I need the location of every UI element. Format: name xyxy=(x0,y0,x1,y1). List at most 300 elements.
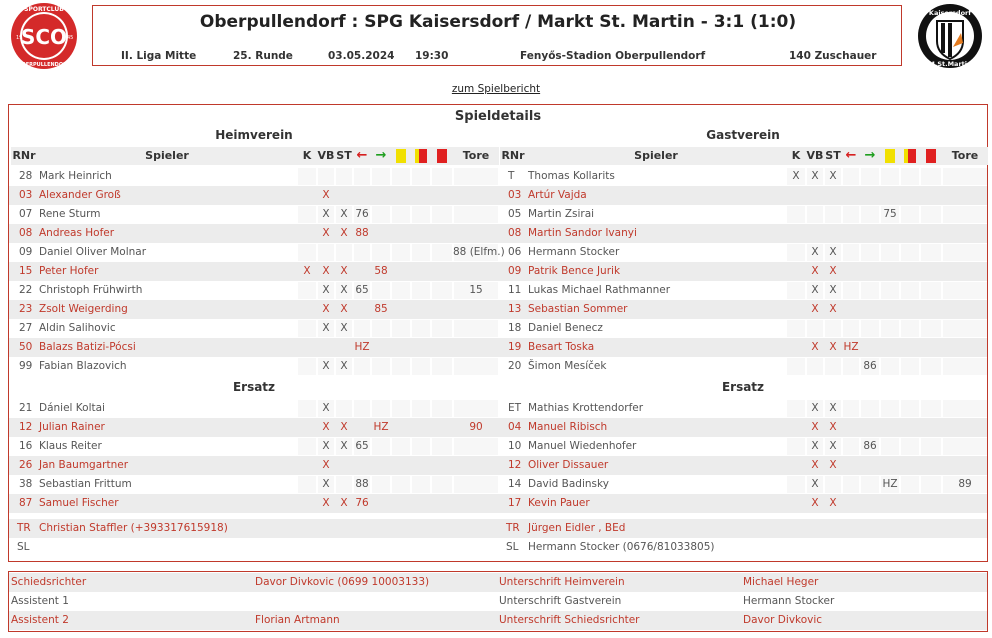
home-player-name: Peter Hofer xyxy=(39,265,99,277)
home-sub-name: Samuel Fischer xyxy=(39,497,119,509)
home-player-st: X xyxy=(340,208,348,220)
svg-text:OBERPULLENDORF: OBERPULLENDORF xyxy=(17,62,71,68)
away-player-row xyxy=(498,300,987,319)
away-player-in xyxy=(860,281,880,300)
away-player-goals xyxy=(942,205,988,224)
home-player-goals xyxy=(453,262,499,281)
away-player-k xyxy=(786,281,806,300)
home-player-out xyxy=(353,167,371,186)
home-staff-name: Christian Staffler (+393317615918) xyxy=(39,522,228,534)
home-player-in xyxy=(371,281,391,300)
away-sub-r xyxy=(920,418,942,437)
away-player-vb xyxy=(806,186,824,205)
away-arrow-right-icon: → xyxy=(860,147,880,165)
home-player-r xyxy=(431,262,453,281)
home-player-vb: X xyxy=(322,227,330,239)
away-sub-in xyxy=(860,418,880,437)
svg-text:Kaisersdorf: Kaisersdorf xyxy=(928,9,972,17)
away-sub-vb: X xyxy=(811,497,819,509)
away-player-vb: X xyxy=(811,341,819,353)
home-sub-row xyxy=(9,399,498,418)
away-sub-name: Manuel Wiedenhofer xyxy=(528,440,637,452)
away-player-out xyxy=(842,300,860,319)
home-player-row xyxy=(9,186,498,205)
home-staff-role: SL xyxy=(17,541,30,553)
away-sub-goals xyxy=(942,418,988,437)
home-player-r xyxy=(431,338,453,357)
home-sub-r xyxy=(431,399,453,418)
home-player-goals xyxy=(453,319,499,338)
away-sub-row xyxy=(498,418,987,437)
home-sub-y xyxy=(391,494,411,513)
away-player-k xyxy=(786,224,806,243)
away-sub-vb: X xyxy=(811,440,819,452)
away-player-yr xyxy=(900,224,920,243)
home-player-st: X xyxy=(340,227,348,239)
home-player-k xyxy=(297,186,317,205)
home-player-r xyxy=(431,243,453,262)
home-player-vb: X xyxy=(322,322,330,334)
away-sub-st: X xyxy=(829,440,837,452)
away-player-y xyxy=(880,224,900,243)
home-player-row xyxy=(9,167,498,186)
away-sub-k xyxy=(786,437,806,456)
home-arrow-left-icon: ← xyxy=(353,147,371,165)
home-player-name: Zsolt Weigerding xyxy=(39,303,128,315)
home-staff-name xyxy=(39,538,439,557)
official-value2: Michael Heger xyxy=(743,576,819,588)
away-player-yr xyxy=(900,319,920,338)
away-arrow-left-icon: ← xyxy=(842,147,860,165)
away-player-in xyxy=(860,186,880,205)
away-player-y xyxy=(880,338,900,357)
away-player-row xyxy=(498,262,987,281)
home-player-st xyxy=(335,167,353,186)
away-staff-role: SL xyxy=(506,541,519,553)
home-player-in: 85 xyxy=(374,303,388,315)
home-player-r xyxy=(431,357,453,376)
away-player-out xyxy=(842,224,860,243)
away-player-r xyxy=(920,357,942,376)
league: II. Liga Mitte xyxy=(121,50,197,62)
away-col-st: ST xyxy=(824,147,842,165)
home-player-yr xyxy=(411,186,431,205)
away-player-row xyxy=(498,224,987,243)
away-staff-row xyxy=(498,538,987,557)
svg-text:M.St.Martin: M.St.Martin xyxy=(928,60,972,68)
away-col-vb: VB xyxy=(806,147,824,165)
away-sub-in xyxy=(860,399,880,418)
home-player-out: 88 xyxy=(355,227,369,239)
home-sub-y xyxy=(391,418,411,437)
away-col-k: K xyxy=(786,147,806,165)
official-value: Davor Divkovic (0699 10003133) xyxy=(255,576,430,588)
home-player-name: Mark Heinrich xyxy=(39,170,112,182)
home-player-k: X xyxy=(303,265,311,277)
home-player-vb xyxy=(317,243,335,262)
home-player-y xyxy=(391,281,411,300)
away-sub-y xyxy=(880,399,900,418)
official-value2: Davor Divkovic xyxy=(743,614,823,626)
home-player-k xyxy=(297,224,317,243)
away-sub-yr xyxy=(900,418,920,437)
home-staff-row xyxy=(9,519,498,538)
home-sub-out: 76 xyxy=(355,497,369,509)
away-sub-goals xyxy=(942,494,988,513)
away-staff-name: Hermann Stocker (0676/81033805) xyxy=(528,541,715,553)
away-sub-goals xyxy=(942,437,988,456)
home-player-r xyxy=(431,224,453,243)
home-player-k xyxy=(297,205,317,224)
away-sub-out xyxy=(842,418,860,437)
home-sub-st xyxy=(335,399,353,418)
away-sub-nr: 12 xyxy=(508,459,522,471)
away-player-r xyxy=(920,338,942,357)
away-col-rnr: RNr xyxy=(500,147,526,165)
official-label: Assistent 1 xyxy=(11,595,69,607)
match-date: 03.05.2024 xyxy=(328,50,395,62)
away-player-r xyxy=(920,167,942,186)
home-player-name: Rene Sturm xyxy=(39,208,101,220)
away-player-nr: 05 xyxy=(508,208,522,220)
match-report-link[interactable]: zum Spielbericht xyxy=(451,83,541,95)
away-staff-role: TR xyxy=(506,522,520,534)
home-player-goals xyxy=(453,205,499,224)
match-time: 19:30 xyxy=(415,50,449,62)
home-sub-in: HZ xyxy=(373,421,389,433)
home-player-nr: 99 xyxy=(19,360,33,372)
home-player-r xyxy=(431,186,453,205)
away-player-r xyxy=(920,262,942,281)
away-club-logo xyxy=(917,3,983,69)
away-player-in xyxy=(860,224,880,243)
home-player-out xyxy=(353,262,371,281)
home-col-k: K xyxy=(297,147,317,165)
away-player-st xyxy=(824,186,842,205)
away-player-in xyxy=(860,262,880,281)
away-player-goals xyxy=(942,243,988,262)
away-sub-row xyxy=(498,399,987,418)
away-player-out xyxy=(842,357,860,376)
home-sub-vb: X xyxy=(322,478,330,490)
home-col-goals: Tore xyxy=(453,147,499,165)
away-player-out xyxy=(842,262,860,281)
away-player-name: Besart Toska xyxy=(528,341,595,353)
home-sub-vb: X xyxy=(322,421,330,433)
away-player-st: X xyxy=(829,246,837,258)
home-sub-r xyxy=(431,456,453,475)
home-player-r xyxy=(431,319,453,338)
home-player-yr xyxy=(411,205,431,224)
away-player-y xyxy=(880,186,900,205)
home-player-out xyxy=(353,243,371,262)
home-player-nr: 22 xyxy=(19,284,33,296)
away-player-st: X xyxy=(829,265,837,277)
away-sub-row xyxy=(498,456,987,475)
away-player-out xyxy=(842,243,860,262)
away-player-st xyxy=(824,224,842,243)
home-player-y xyxy=(391,167,411,186)
home-sub-out: 88 xyxy=(355,478,369,490)
home-sub-out: 65 xyxy=(355,440,369,452)
home-sub-row xyxy=(9,475,498,494)
home-player-nr: 03 xyxy=(19,189,33,201)
away-sub-y xyxy=(880,494,900,513)
home-club-logo xyxy=(10,2,78,70)
away-player-row xyxy=(498,243,987,262)
home-player-out xyxy=(353,319,371,338)
home-player-k xyxy=(297,338,317,357)
home-sub-goals xyxy=(453,494,499,513)
away-player-row xyxy=(498,338,987,357)
home-player-r xyxy=(431,300,453,319)
home-player-in xyxy=(371,243,391,262)
away-player-st xyxy=(824,205,842,224)
home-player-goals xyxy=(453,224,499,243)
home-col-st: ST xyxy=(335,147,353,165)
away-player-y xyxy=(880,300,900,319)
home-sub-st xyxy=(335,456,353,475)
away-sub-st: X xyxy=(829,459,837,471)
home-player-vb: X xyxy=(322,189,330,201)
away-player-in xyxy=(860,319,880,338)
away-sub-vb: X xyxy=(811,421,819,433)
home-player-out xyxy=(353,357,371,376)
home-staff-role: TR xyxy=(17,522,31,534)
home-player-nr: 27 xyxy=(19,322,33,334)
match-details-panel xyxy=(8,104,988,562)
away-player-goals xyxy=(942,319,988,338)
home-sub-in xyxy=(371,437,391,456)
away-player-yr xyxy=(900,167,920,186)
home-player-name: Alexander Groß xyxy=(39,189,121,201)
away-player-nr: 18 xyxy=(508,322,522,334)
away-player-name: Martin Zsirai xyxy=(528,208,595,220)
home-red-card-icon xyxy=(431,147,453,165)
away-sub-in: 86 xyxy=(863,440,877,452)
home-sub-r xyxy=(431,418,453,437)
home-player-k xyxy=(297,357,317,376)
away-player-name: Patrik Bence Jurik xyxy=(528,265,621,277)
home-player-nr: 07 xyxy=(19,208,33,220)
away-player-st xyxy=(824,357,842,376)
away-staff-name: Jürgen Eidler , BEd xyxy=(528,522,626,534)
home-sub-row xyxy=(9,494,498,513)
away-player-nr: 08 xyxy=(508,227,522,239)
home-sub-in xyxy=(371,494,391,513)
home-sub-k xyxy=(297,494,317,513)
home-sub-vb: X xyxy=(322,440,330,452)
away-player-out: HZ xyxy=(843,341,859,353)
away-player-goals xyxy=(942,262,988,281)
away-yellow-red-card-icon xyxy=(900,147,920,165)
home-sub-y xyxy=(391,475,411,494)
home-sub-r xyxy=(431,494,453,513)
away-player-vb xyxy=(806,357,824,376)
home-player-yr xyxy=(411,357,431,376)
away-player-in xyxy=(860,243,880,262)
away-player-k xyxy=(786,205,806,224)
home-sub-goals xyxy=(453,437,499,456)
match-header xyxy=(92,5,902,66)
away-player-st xyxy=(824,319,842,338)
home-player-y xyxy=(391,205,411,224)
home-sub-st: X xyxy=(340,497,348,509)
home-player-nr: 15 xyxy=(19,265,33,277)
away-player-y xyxy=(880,357,900,376)
home-player-yr xyxy=(411,167,431,186)
away-col-player: Spieler xyxy=(526,147,786,165)
away-player-k xyxy=(786,186,806,205)
away-player-in xyxy=(860,167,880,186)
round: 25. Runde xyxy=(233,50,293,62)
svg-text:45: 45 xyxy=(67,35,74,41)
officials-panel xyxy=(8,571,988,632)
home-sub-name: Sebastian Frittum xyxy=(39,478,132,490)
away-player-row xyxy=(498,205,987,224)
home-player-in: 58 xyxy=(374,265,388,277)
home-sub-yr xyxy=(411,399,431,418)
home-sub-out xyxy=(353,399,371,418)
home-sub-vb: X xyxy=(322,497,330,509)
away-player-out xyxy=(842,281,860,300)
home-player-nr: 50 xyxy=(19,341,33,353)
away-sub-r xyxy=(920,456,942,475)
home-sub-yr xyxy=(411,456,431,475)
away-player-nr: 06 xyxy=(508,246,522,258)
home-player-goals xyxy=(453,186,499,205)
away-sub-st: X xyxy=(829,497,837,509)
away-player-in xyxy=(860,205,880,224)
home-sub-st: X xyxy=(340,440,348,452)
official-label: Assistent 2 xyxy=(11,614,69,626)
away-player-y xyxy=(880,167,900,186)
away-sub-y xyxy=(880,456,900,475)
home-sub-nr: 87 xyxy=(19,497,33,509)
svg-text:19: 19 xyxy=(16,35,23,41)
home-arrow-right-icon: → xyxy=(371,147,391,165)
svg-text:SPORTCLUB: SPORTCLUB xyxy=(24,6,64,13)
home-sub-row xyxy=(9,418,498,437)
away-sub-in xyxy=(860,456,880,475)
home-sub-nr: 26 xyxy=(19,459,33,471)
away-sub-vb: X xyxy=(811,478,819,490)
home-player-goals xyxy=(453,357,499,376)
away-sub-yr xyxy=(900,399,920,418)
away-player-name: Šimon Mesíček xyxy=(528,360,607,372)
home-sub-y xyxy=(391,399,411,418)
home-player-st: X xyxy=(340,265,348,277)
away-player-name: Martin Sandor Ivanyi xyxy=(528,227,637,239)
home-player-yr xyxy=(411,338,431,357)
home-player-k xyxy=(297,243,317,262)
home-player-k xyxy=(297,319,317,338)
home-player-vb: X xyxy=(322,208,330,220)
away-player-goals xyxy=(942,167,988,186)
away-player-out xyxy=(842,205,860,224)
away-player-vb: X xyxy=(811,170,819,182)
away-player-row xyxy=(498,186,987,205)
away-player-k xyxy=(786,262,806,281)
home-player-goals: 88 (Elfm.) xyxy=(453,246,505,258)
away-sub-nr: 14 xyxy=(508,478,522,490)
home-player-st xyxy=(335,243,353,262)
home-logo-text: SCO xyxy=(20,25,68,49)
away-player-row xyxy=(498,167,987,186)
home-player-row xyxy=(9,300,498,319)
away-staff-row xyxy=(498,519,987,538)
home-sub-vb: X xyxy=(322,402,330,414)
home-player-in xyxy=(371,357,391,376)
home-player-vb: X xyxy=(322,303,330,315)
home-player-y xyxy=(391,243,411,262)
home-player-y xyxy=(391,262,411,281)
away-subs-label: Ersatz xyxy=(721,380,765,394)
home-player-yr xyxy=(411,262,431,281)
away-sub-st: X xyxy=(829,402,837,414)
away-team-label: Gastverein xyxy=(706,128,780,142)
away-player-in xyxy=(860,300,880,319)
away-col-goals: Tore xyxy=(942,147,988,165)
away-sub-row xyxy=(498,437,987,456)
home-player-row xyxy=(9,205,498,224)
home-col-vb: VB xyxy=(317,147,335,165)
away-player-r xyxy=(920,205,942,224)
home-player-nr: 09 xyxy=(19,246,33,258)
home-player-y xyxy=(391,319,411,338)
home-player-name: Aldin Salihovic xyxy=(39,322,116,334)
home-player-nr: 08 xyxy=(19,227,33,239)
official-value: Florian Artmann xyxy=(255,614,340,626)
home-player-yr xyxy=(411,300,431,319)
away-player-out xyxy=(842,186,860,205)
away-player-y: 75 xyxy=(883,208,897,220)
home-player-k xyxy=(297,281,317,300)
home-sub-goals xyxy=(453,456,499,475)
home-player-r xyxy=(431,281,453,300)
away-player-nr: 19 xyxy=(508,341,522,353)
away-player-y xyxy=(880,262,900,281)
home-yellow-card-icon xyxy=(391,147,411,165)
away-red-card-icon xyxy=(920,147,942,165)
away-sub-goals: 89 xyxy=(958,478,972,490)
home-sub-goals xyxy=(453,399,499,418)
away-player-name: Lukas Michael Rathmanner xyxy=(528,284,671,296)
away-player-in xyxy=(860,338,880,357)
away-player-nr: 13 xyxy=(508,303,522,315)
home-sub-in xyxy=(371,456,391,475)
away-player-in: 86 xyxy=(863,360,877,372)
away-player-vb: X xyxy=(811,303,819,315)
away-sub-name: Kevin Pauer xyxy=(528,497,590,509)
home-player-row xyxy=(9,319,498,338)
home-sub-r xyxy=(431,437,453,456)
away-player-goals xyxy=(942,357,988,376)
home-sub-in xyxy=(371,475,391,494)
home-player-r xyxy=(431,167,453,186)
away-sub-r xyxy=(920,475,942,494)
home-sub-row xyxy=(9,456,498,475)
home-player-vb: X xyxy=(322,360,330,372)
home-player-name: Andreas Hofer xyxy=(39,227,115,239)
away-player-yr xyxy=(900,186,920,205)
away-sub-nr: 04 xyxy=(508,421,522,433)
home-player-st: X xyxy=(340,322,348,334)
away-player-nr: 20 xyxy=(508,360,522,372)
away-sub-k xyxy=(786,456,806,475)
home-player-st: X xyxy=(340,303,348,315)
home-player-nr: 23 xyxy=(19,303,33,315)
